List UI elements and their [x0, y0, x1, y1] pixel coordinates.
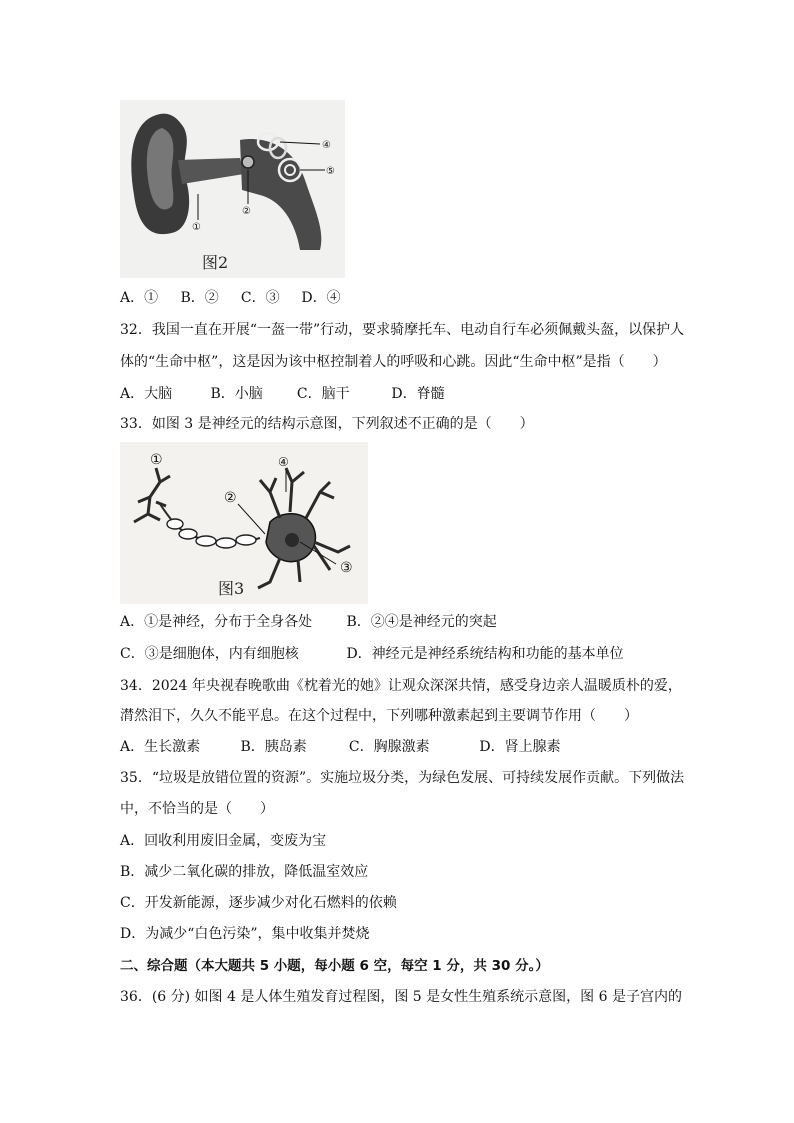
q32-option-d: D．脊髓 [391, 386, 445, 402]
fig3-label-3: ③ [340, 560, 353, 576]
q35-option-c: C．开发新能源，逐步减少对化石燃料的依赖 [120, 895, 397, 911]
q31-options [120, 288, 341, 308]
q34-option-a: A．生长激素 [120, 739, 201, 755]
q35-option-b: B．减少二氧化碳的排放，降低温室效应 [120, 864, 369, 880]
q34-option-c: C．胸腺激素 [348, 739, 430, 755]
ear-illustration [120, 100, 345, 278]
q35-option-d: D．为减少“白色污染”，集中收集并焚烧 [120, 926, 370, 942]
q32-line-2: 体的“生命中枢”，这是因为该中枢控制着人的呼吸和心跳。因此“生命中枢”是指（ ） [120, 354, 667, 370]
q35-line-2: 中，不恰当的是（ ） [120, 801, 274, 817]
q31-option-a: A．① [120, 290, 159, 306]
fig2-label-4: ④ [322, 140, 331, 151]
fig2-label-5: ⑤ [326, 166, 335, 177]
fig3-label-4: ④ [278, 455, 289, 469]
q34-option-b: B．胰岛素 [240, 739, 307, 755]
fig3-label-2: ② [224, 490, 237, 506]
q33-option-c: C．③是细胞体，内有细胞核 [120, 646, 299, 662]
fig3-label-1: ① [150, 452, 163, 468]
q32-option-b: B．小脑 [210, 386, 263, 402]
q35-option-a: A．回收利用废旧金属，变废为宝 [120, 833, 327, 849]
q36-line-1: 36．(6 分) 如图 4 是人体生殖发育过程图，图 5 是女性生殖系统示意图，图 6 是子宫内的 [120, 989, 682, 1005]
ear-diagram [120, 100, 345, 278]
q32-options [120, 384, 445, 404]
fig2-label-2: ② [242, 206, 251, 217]
q32-option-c: C．脑干 [296, 386, 350, 402]
q34-line-2: 潸然泪下，久久不能平息。在这个过程中，下列哪种激素起到主要调节作用（ ） [120, 708, 638, 724]
q31-option-c: C．③ [240, 290, 280, 306]
q35-line-1: 35．“垃圾是放错位置的资源”。实施垃圾分类，为绿色发展、可持续发展作贡献。下列做法 [120, 770, 685, 786]
fig2-label-1: ① [192, 222, 201, 233]
q33-line-1: 33．如图 3 是神经元的结构示意图，下列叙述不正确的是（ ） [120, 416, 534, 432]
fig2-caption: 图2 [202, 253, 229, 272]
q32-option-a: A．大脑 [120, 386, 173, 402]
q33-options-row-1 [120, 612, 497, 632]
section-2-heading: 二、综合题（本大题共 5 小题，每小题 6 空，每空 1 分，共 30 分。） [120, 958, 549, 974]
q31-option-b: B．② [180, 290, 219, 306]
q34-line-1: 34．2024 年央视春晚歌曲《枕着光的她》让观众深深共情，感受身边亲人温暖质朴的爱， [120, 678, 682, 694]
q33-option-a: A．①是神经，分布于全身各处 [120, 614, 313, 630]
fig3-caption: 图3 [218, 579, 245, 598]
q31-option-d: D．④ [301, 290, 341, 306]
q34-options [120, 737, 561, 757]
q33-option-d: D．神经元是神经系统结构和功能的基本单位 [346, 646, 624, 662]
q33-option-b: B．②④是神经元的突起 [346, 614, 497, 630]
q34-option-d: D．肾上腺素 [479, 739, 561, 755]
neuron-diagram [120, 442, 368, 604]
q32-line-1: 32．我国一直在开展“一盔一带”行动，要求骑摩托车、电动自行车必须佩戴头盔，以保护人 [120, 322, 685, 338]
q33-options-row-2 [120, 644, 624, 664]
